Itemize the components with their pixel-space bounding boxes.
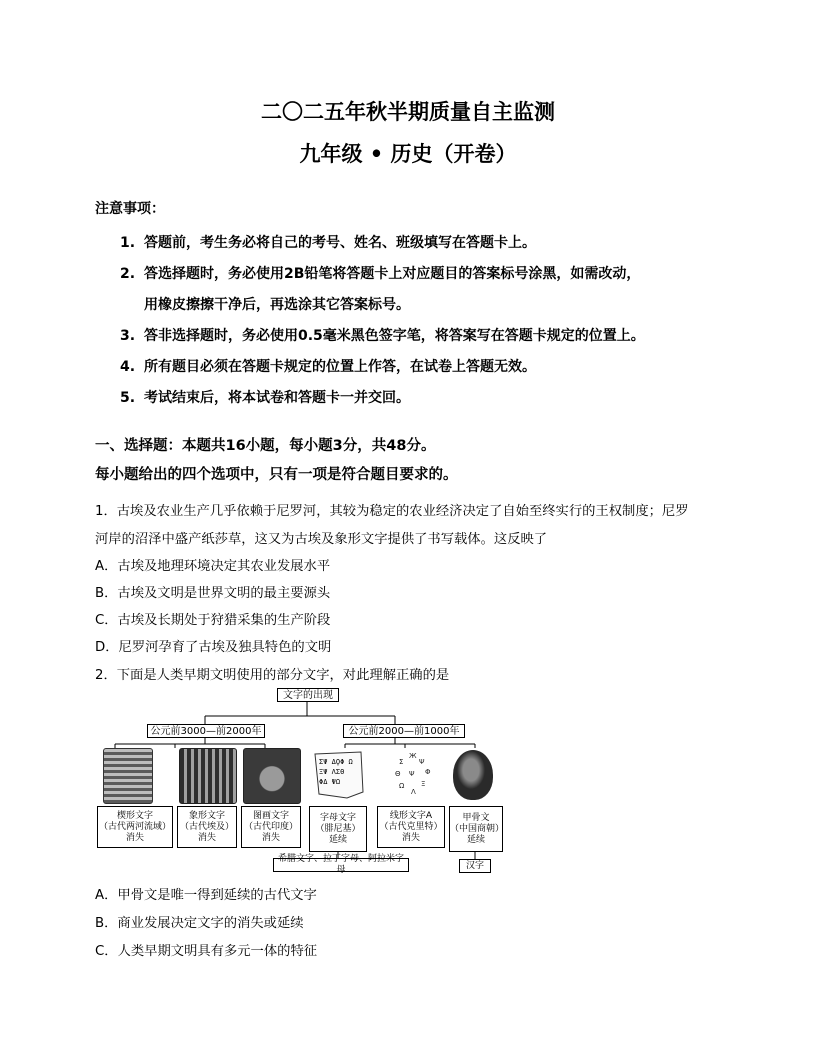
svg-text:Λ: Λ [411,788,416,796]
script-name: 图画文字 [252,810,289,821]
script-origin: （古代埃及） [179,821,234,832]
section-heading: 一、选择题：本题共16小题，每小题3分，共48分。 [95,438,436,454]
q1-option-a: A．古埃及地理环境决定其农业发展水平 [95,559,331,574]
q2-option-c: C．人类早期文明具有多元一体的特征 [95,944,318,959]
script-origin: （中国商朝） [450,823,505,834]
script-fate: 消失 [401,832,420,843]
q1-stem-line2: 河岸的沼泽中盛产纸莎草，这又为古埃及象形文字提供了书写载体。这反映了 [95,532,548,547]
diagram-period-1: 公元前3000—前2000年 [147,724,265,738]
notice-num: 1. [120,235,136,251]
q2-stem: 2．下面是人类早期文明使用的部分文字，对此理解正确的是 [95,668,450,683]
svg-text:ΦΔ ΨΩ: ΦΔ ΨΩ [319,778,341,786]
exam-subtitle: 九年级 • 历史（开卷） [299,141,517,166]
notice-text: 答选择题时，务必使用2B铅笔将答题卡上对应题目的答案标号涂黑，如需改动， [144,266,641,282]
notice-heading: 注意事项： [95,201,165,217]
writing-origins-diagram [95,686,505,878]
script-origin: （古代克里特） [379,821,443,832]
script-fate: 延续 [328,834,347,845]
svg-text:Φ: Φ [425,768,431,776]
cuneiform-tablet-image [103,748,153,804]
script-indus [241,806,301,848]
notice-num: 3. [120,328,136,344]
notice-item-1 [120,232,536,252]
descendant-alphabets: 希腊文字、拉丁字母、阿拉米字母 [273,858,409,872]
script-origin: （腓尼基） [315,823,361,834]
notice-num: 2. [120,266,136,282]
exam-title: 二〇二五年秋半期质量自主监测 [261,99,555,124]
script-cuneiform [97,806,173,848]
oracle-bone-image [453,750,493,800]
script-name: 楔形文字 [116,810,153,821]
script-linear-a [377,806,445,848]
script-oracle-bone [449,806,503,852]
q2-option-a: A．甲骨文是唯一得到延续的古代文字 [95,888,317,903]
script-name: 象形文字 [188,810,225,821]
svg-text:Σ: Σ [399,758,404,766]
svg-text:Ξ: Ξ [421,780,426,788]
svg-text:ΣΨ ΔϘΦ Ω: ΣΨ ΔϘΦ Ω [319,758,353,766]
indus-seal-image [243,748,301,804]
descendant-hanzi: 汉字 [459,859,491,873]
script-phoenician [309,806,367,852]
notice-item-2 [120,263,640,283]
script-name: 线形文字A [389,810,433,821]
q1-option-b: B．古埃及文明是世界文明的最主要源头 [95,586,331,601]
notice-item-2-cont: 用橡皮擦擦干净后，再选涂其它答案标号。 [144,297,410,313]
notice-text: 答题前，考生务必将自己的考号、姓名、班级填写在答题卡上。 [144,235,536,251]
script-fate: 消失 [261,832,280,843]
notice-text: 所有题目必须在答题卡规定的位置上作答，在试卷上答题无效。 [144,359,536,375]
q1-stem-line1: 1．古埃及农业生产几乎依赖于尼罗河，其较为稳定的农业经济决定了自始至终实行的王权制度；尼罗 [95,504,689,519]
diagram-period-2: 公元前2000—前1000年 [343,724,465,738]
notice-num: 4. [120,359,136,375]
script-origin: （古代两河流域） [98,821,171,832]
script-origin: （古代印度） [243,821,298,832]
notice-text: 考试结束后，将本试卷和答题卡一并交回。 [144,390,410,406]
svg-text:Θ: Θ [395,770,401,778]
svg-text:Ψ: Ψ [419,758,425,766]
svg-text:Ж: Ж [409,752,417,760]
notice-text: 答非选择题时，务必使用0.5毫米黑色签字笔，将答案写在答题卡规定的位置上。 [144,328,645,344]
svg-text:Ψ: Ψ [409,770,415,778]
script-hieroglyph [177,806,237,848]
script-name: 字母文字 [319,812,356,823]
phoenician-script-image [311,748,367,802]
script-fate: 消失 [125,832,144,843]
notice-item-5 [120,387,410,407]
script-fate: 延续 [466,834,485,845]
hieroglyph-image [179,748,237,804]
notice-item-4 [120,356,536,376]
section-instruction: 每小题给出的四个选项中，只有一项是符合题目要求的。 [95,467,458,483]
notice-num: 5. [120,390,136,406]
script-fate: 消失 [197,832,216,843]
svg-text:Ω: Ω [399,782,405,790]
notice-item-3 [120,325,645,345]
q1-option-c: C．古埃及长期处于狩猎采集的生产阶段 [95,613,331,628]
linear-a-disc-image [385,748,441,802]
diagram-root: 文字的出现 [277,688,339,702]
q1-option-d: D．尼罗河孕育了古埃及独具特色的文明 [95,640,332,655]
svg-text:ΞΨ ΛΣΘ: ΞΨ ΛΣΘ [319,768,345,776]
q2-option-b: B．商业发展决定文字的消失或延续 [95,916,304,931]
script-name: 甲骨文 [462,812,490,823]
